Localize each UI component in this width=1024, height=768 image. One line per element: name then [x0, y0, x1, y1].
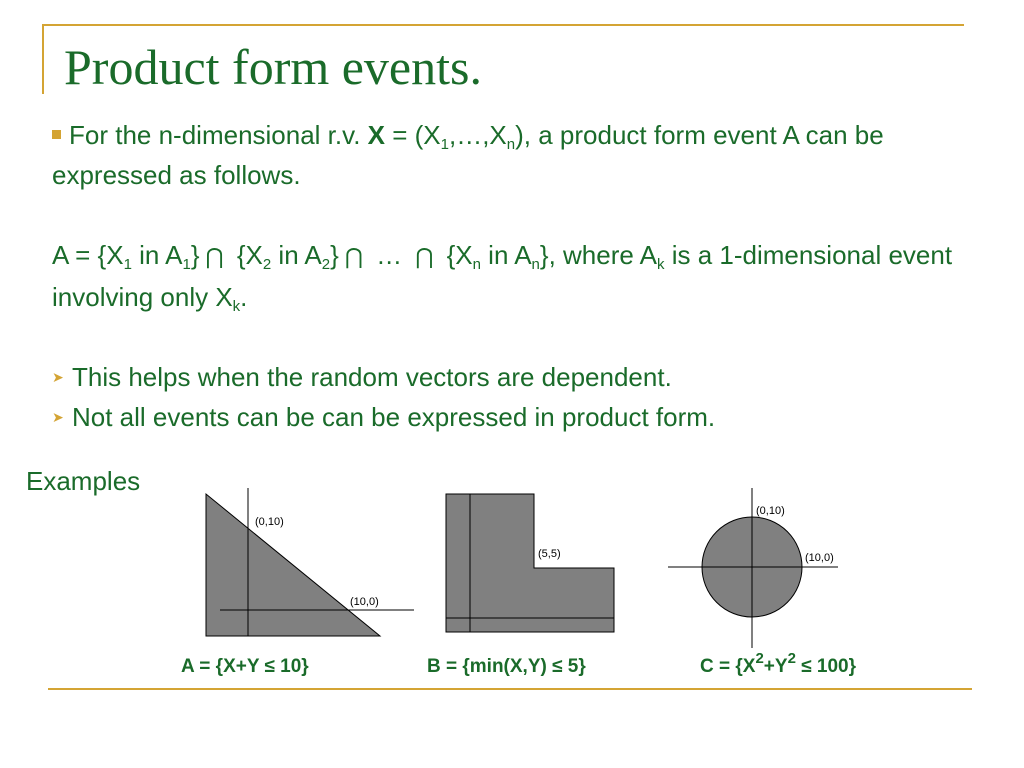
caption-c-text: +Y	[763, 656, 788, 677]
subscript: k	[232, 298, 241, 315]
subscript: n	[506, 136, 516, 153]
vector-x: X	[367, 120, 385, 150]
label-c-right: (10,0)	[805, 552, 834, 564]
label-c-top: (0,10)	[756, 505, 785, 517]
label-b-corner: (5,5)	[538, 548, 561, 560]
caption-b: B = {min(X,Y) ≤ 5}	[427, 656, 586, 677]
label-a-top: (0,10)	[255, 516, 284, 528]
subscript: 1	[440, 136, 449, 153]
arrow-bullet-icon: ➤	[52, 409, 64, 425]
intersection-symbol: ⋂	[415, 244, 434, 269]
region-b	[446, 494, 614, 632]
frame-bottom-rule	[48, 688, 972, 690]
intro-text: ,…,X	[448, 120, 507, 150]
formula-text: A = {X	[52, 240, 124, 270]
intro-text: ), a product form event A can be expressed as follows.	[52, 120, 884, 190]
formula-text: }	[190, 240, 200, 270]
intro-text: For the n-dimensional r.v.	[69, 120, 368, 150]
examples-label: Examples	[26, 466, 141, 496]
intersection-symbol: ⋂	[344, 244, 363, 269]
figure-c	[668, 488, 838, 648]
caption-a: A = {X+Y ≤ 10}	[181, 656, 309, 677]
formula-text: in A	[271, 240, 322, 270]
subscript: 1	[123, 256, 132, 273]
subscript: n	[531, 256, 540, 273]
region-a	[206, 494, 380, 636]
formula-text: {X	[439, 240, 473, 270]
superscript: 2	[755, 650, 764, 667]
formula-text: {X	[229, 240, 263, 270]
formula-text: .	[240, 282, 248, 312]
subscript: 1	[182, 256, 191, 273]
slide-title: Product form events.	[64, 39, 482, 95]
caption-c-text: C = {X	[700, 656, 756, 677]
caption-c	[700, 650, 857, 678]
caption-c-text: ≤ 100}	[795, 656, 857, 677]
ellipsis: …	[368, 240, 410, 270]
subscript: n	[472, 256, 481, 273]
figure-b	[446, 494, 614, 632]
formula-text: }	[330, 240, 339, 270]
intro-text: = (X	[385, 120, 441, 150]
subscript: k	[656, 256, 665, 273]
superscript: 2	[787, 650, 796, 667]
figure-a	[206, 488, 414, 636]
subscript: 2	[321, 256, 331, 273]
bullet-text: Not all events can be can be expressed in product form.	[72, 402, 716, 432]
intersection-symbol: ⋂	[205, 244, 224, 269]
label-a-right: (10,0)	[350, 596, 379, 608]
formula-text: }, where A	[539, 240, 657, 270]
formula-text: is a 1-dimensional event involving only X	[52, 240, 953, 312]
formula-text: in A	[480, 240, 532, 270]
formula-text: in A	[131, 240, 183, 270]
arrow-bullet-icon: ➤	[52, 369, 64, 385]
subscript: 2	[262, 256, 272, 273]
bullet-text: This helps when the random vectors are dependent.	[72, 362, 672, 392]
